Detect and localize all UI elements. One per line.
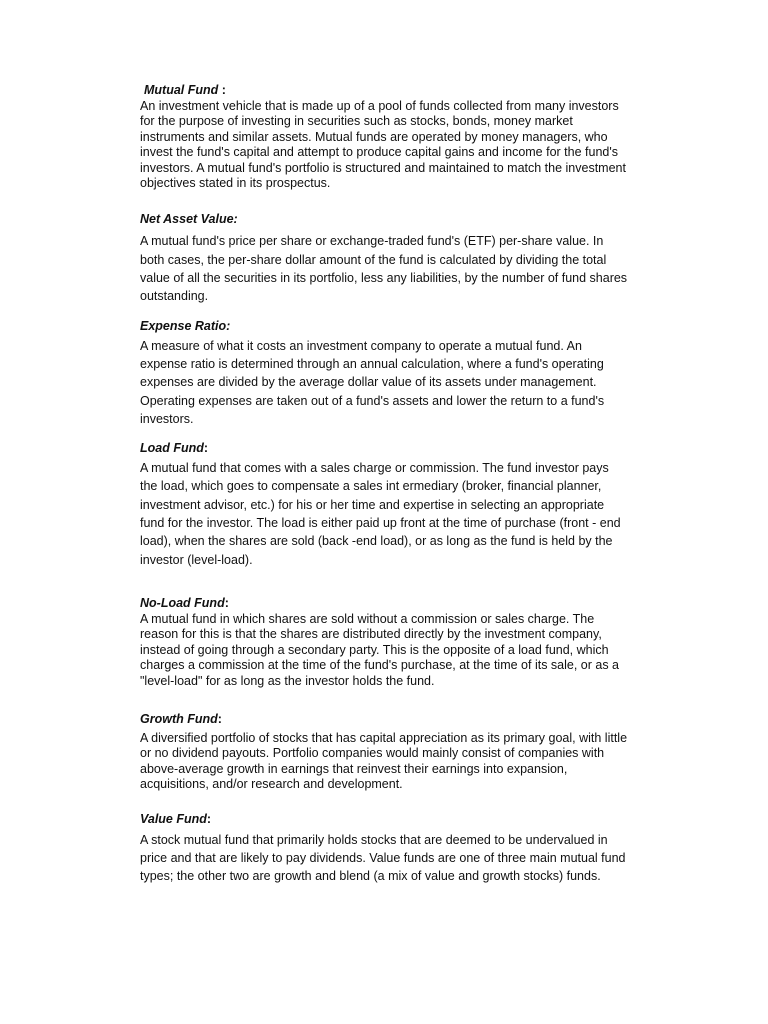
term-heading	[140, 211, 628, 228]
term-heading	[140, 440, 628, 457]
term-colon: :	[218, 83, 226, 97]
term-text: Expense Ratio:	[140, 318, 231, 333]
term-text: No-Load Fund	[140, 595, 225, 610]
document-page	[140, 82, 628, 885]
term-heading	[140, 811, 628, 828]
term-heading	[140, 711, 628, 728]
entry-no-load-fund	[140, 595, 628, 689]
term-text: Value Fund	[140, 811, 207, 826]
entry-expense-ratio	[140, 318, 628, 428]
entry-load-fund	[140, 440, 628, 569]
entry-growth-fund	[140, 711, 628, 793]
term-colon: :	[203, 441, 209, 456]
term-colon: :	[206, 811, 212, 826]
term-colon: :	[217, 711, 222, 726]
entry-mutual-fund	[140, 82, 628, 191]
term-text: Load Fund	[140, 441, 204, 456]
term-text: Net Asset Value:	[140, 212, 238, 227]
term-text: Growth Fund	[140, 711, 218, 726]
term-definition: A mutual fund's price per share or exchange-traded fund's (ETF) per-share value. In both cases, the per-share dollar amount of the fund is calculated by dividing the total value of all the securities in its portfolio, less any liabilities, by the number of fund shares outstanding.	[140, 234, 628, 304]
term-text: Mutual Fund	[144, 83, 219, 97]
term-heading	[140, 82, 628, 99]
term-definition: A mutual fund that comes with a sales charge or commission. The fund investor pays the load, which goes to compensate a sales int ermediary (broker, financial planner, investment advisor, etc.) for his or her time and expertise in selecting an appropriate fund for the investor. The load is either paid up front at the time of purchase (front - end load), when the shares are sold (back -end load), or as long as the fund is held by the investor (level-load).	[140, 461, 621, 567]
term-heading	[140, 595, 628, 612]
entry-net-asset-value	[140, 211, 628, 305]
entry-value-fund	[140, 811, 628, 886]
term-definition: An investment vehicle that is made up of a pool of funds collected from many investors for the purpose of investing in securities such as stocks, bonds, money market instruments and similar assets. Mutual funds are operated by money managers, who invest the fund's capital and attempt to produce capital gains and income for the fund's investors. A mutual fund's portfolio is structured and maintained to match the investment objectives stated in its prospectus.	[140, 99, 626, 191]
term-colon: :	[224, 595, 229, 610]
term-definition: A measure of what it costs an investment company to operate a mutual fund. An expense ratio is determined through an annual calculation, where a fund's operating expenses are divided by the average dollar value of its assets under management. Operating expenses are taken out of a fund's assets and lower the return to a fund's investors.	[140, 338, 605, 426]
term-definition: A diversified portfolio of stocks that has capital appreciation as its primary goal, with little or no dividend payouts. Portfolio companies would mainly consist of companies with above-average growth in earnings that reinvest their earnings into expansion, acquisitions, and/or research and development.	[140, 730, 628, 792]
term-definition: A mutual fund in which shares are sold without a commission or sales charge. The reason for this is that the shares are distributed directly by the investment company, instead of going through a secondary party. This is the opposite of a load fund, which charges a commission at the time of the fund's purchase, at the time of its sale, or as a "level-load" for as long as the investor holds the fund.	[140, 611, 620, 688]
term-definition: A stock mutual fund that primarily holds stocks that are deemed to be undervalued in price and that are likely to pay dividends. Value funds are one of three main mutual fund types; the other two are growth and blend (a mix of value and growth stocks) funds.	[140, 832, 626, 884]
term-heading	[140, 318, 628, 335]
